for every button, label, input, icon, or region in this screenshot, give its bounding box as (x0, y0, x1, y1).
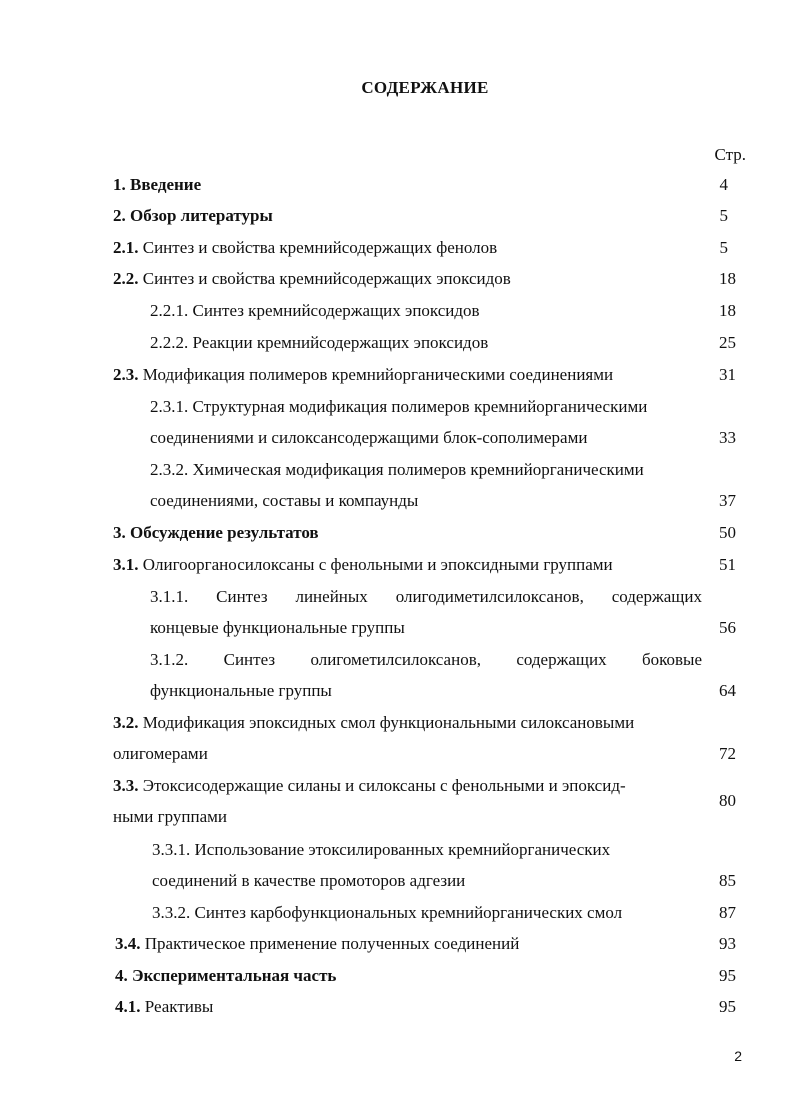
toc-entry-text: 2. Обзор литературы (113, 206, 273, 225)
toc-entry-page: 4 (719, 175, 728, 194)
toc-entry-number: 3.2. (113, 713, 139, 732)
toc-entry-text-continued: функциональные группы (150, 681, 332, 700)
toc-word: 3.1.1. (150, 587, 189, 606)
toc-entry (113, 713, 634, 733)
toc-entry (113, 269, 511, 289)
toc-entry-text: Этоксисодержащие силаны и силоксаны с фенольными и эпоксид- (138, 776, 626, 795)
toc-entry-text-continued: соединениями и силоксансодержащими блок-сополимерами (150, 428, 588, 447)
toc-word: олигометилсилоксанов, (310, 650, 481, 669)
toc-entry-page: 72 (719, 744, 736, 763)
toc-entry-number: 2.2. (113, 269, 139, 288)
toc-entry-justified (150, 587, 702, 607)
toc-entry-text: Модификация эпоксидных смол функциональными силоксановыми (138, 713, 635, 732)
toc-entry-page: 85 (719, 871, 736, 890)
toc-entry-page: 33 (719, 428, 736, 447)
toc-entry-page: 51 (719, 555, 736, 574)
toc-entry-text: Синтез и свойства кремнийсодержащих фенолов (138, 238, 498, 257)
toc-entry-page: 25 (719, 333, 736, 352)
toc-entry-page: 18 (719, 301, 736, 320)
toc-entry-page: 87 (719, 903, 736, 922)
page-column-header: Стр. (714, 145, 746, 164)
toc-entry-text-continued: соединений в качестве промоторов адгезии (152, 871, 466, 890)
toc-word: Синтез (216, 587, 268, 606)
toc-word: 3.1.2. (150, 650, 189, 669)
toc-entry-number: 3.1. (113, 555, 139, 574)
toc-entry-text: 4. Экспериментальная часть (115, 966, 337, 985)
toc-entry-text: 3.3.2. Синтез карбофункциональных кремнийорганических смол (152, 903, 623, 922)
toc-entry-text-continued: олигомерами (113, 744, 208, 763)
toc-entry-page: 95 (719, 966, 736, 985)
toc-entry (113, 555, 613, 575)
toc-entry-text: 2.2.2. Реакции кремнийсодержащих эпоксидов (150, 333, 489, 352)
toc-entry-number: 3.3. (113, 776, 139, 795)
toc-entry (113, 365, 613, 385)
page-number: 2 (734, 1048, 742, 1064)
toc-entry-text: Реактивы (140, 997, 214, 1016)
toc-entry-number: 3.4. (115, 934, 141, 953)
toc-entry-page: 93 (719, 934, 736, 953)
toc-entry-text: Модификация полимеров кремнийорганическими соединениями (138, 365, 614, 384)
toc-entry-text: Олигоорганосилоксаны с фенольными и эпоксидными группами (138, 555, 613, 574)
toc-entry-number: 2.1. (113, 238, 139, 257)
toc-entry-text-continued: ными группами (113, 807, 227, 826)
toc-entry (113, 238, 497, 258)
toc-entry-page: 31 (719, 365, 736, 384)
toc-word: боковые (641, 650, 702, 669)
toc-entry-text: 3.3.1. Использование этоксилированных кремнийорганических (152, 840, 611, 859)
toc-word: содержащих (611, 587, 702, 606)
toc-entry-text: 1. Введение (113, 175, 202, 194)
toc-entry-page: 18 (719, 269, 736, 288)
toc-entry (115, 934, 519, 954)
toc-word: Синтез (223, 650, 276, 669)
toc-entry-number: 4.1. (115, 997, 141, 1016)
toc-entry-text: Практическое применение полученных соединений (140, 934, 520, 953)
toc-entry-number: 2.3. (113, 365, 139, 384)
toc-entry-page: 56 (719, 618, 736, 637)
toc-entry-page: 5 (719, 206, 728, 225)
toc-entry (115, 997, 213, 1017)
toc-entry-text: Синтез и свойства кремнийсодержащих эпоксидов (138, 269, 511, 288)
toc-word: линейных (295, 587, 368, 606)
toc-entry-justified (150, 650, 702, 670)
toc-entry-text: 2.3.1. Структурная модификация полимеров кремнийорганическими (150, 397, 648, 416)
toc-entry-text: 2.2.1. Синтез кремнийсодержащих эпоксидов (150, 301, 480, 320)
toc-entry-text: 2.3.2. Химическая модификация полимеров кремнийорганическими (150, 460, 644, 479)
toc-entry-text: 3. Обсуждение результатов (113, 523, 319, 542)
page-title: СОДЕРЖАНИЕ (361, 78, 489, 97)
toc-entry-page: 50 (719, 523, 736, 542)
toc-word: олигодиметилсилоксанов, (395, 587, 584, 606)
toc-entry (113, 776, 626, 796)
toc-entry-page: 5 (719, 238, 728, 257)
toc-word: содержащих (516, 650, 607, 669)
toc-entry-text-continued: соединениями, составы и компаунды (150, 491, 419, 510)
toc-entry-text-continued: концевые функциональные группы (150, 618, 405, 637)
toc-entry-page: 64 (719, 681, 736, 700)
toc-entry-page: 37 (719, 491, 736, 510)
toc-entry-page: 95 (719, 997, 736, 1016)
toc-entry-page: 80 (719, 791, 736, 810)
